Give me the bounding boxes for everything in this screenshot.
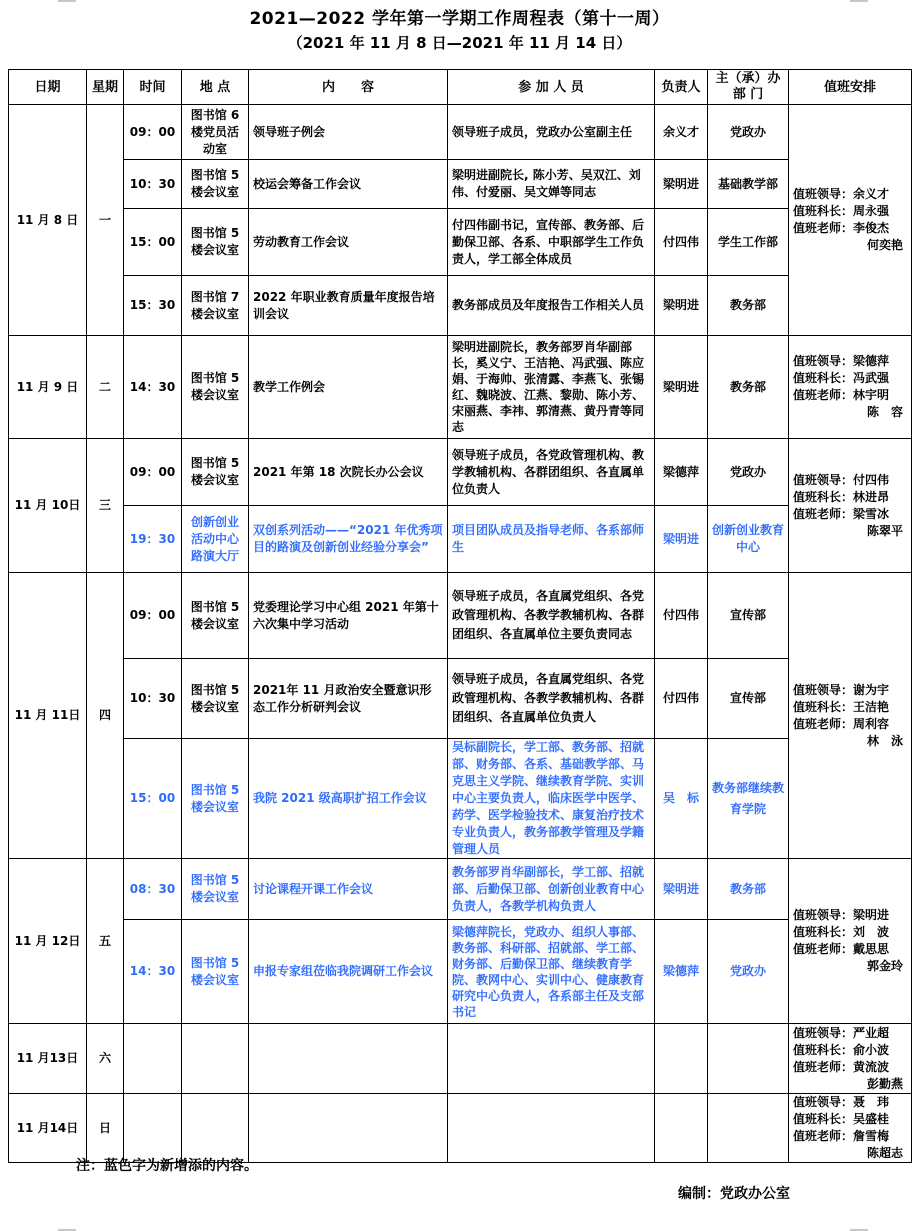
content-cell: 2021年 11 月政治安全暨意识形态工作分析研判会议: [249, 659, 448, 739]
header-duty: 值班安排: [789, 70, 912, 105]
dept-cell: 党政办: [708, 439, 789, 506]
location-cell: 图书馆 5 楼会议室: [182, 739, 249, 859]
table-row: [9, 920, 912, 1024]
lead-cell: 付四伟: [655, 573, 708, 659]
lead-cell: 余义才: [655, 105, 708, 160]
date-cell: 11 月 8 日: [9, 105, 87, 336]
participants-cell: 吴标副院长，学工部、教务部、招就部、财务部、各系、基础教学部、马克思主义学院、继续教育学院、实训中心主要负责人，临床医学中医学、药学、医学检验技术、康复治疗技术专业负责人，教务部教学管理及学籍管理人员: [448, 739, 655, 859]
header-participants: 参 加 人 员: [448, 70, 655, 105]
table-header-row: [9, 70, 912, 105]
duty-leader: 值班领导：梁德萍: [793, 354, 890, 368]
weekday-cell: 三: [87, 439, 124, 573]
weekly-schedule-table: [8, 69, 912, 1163]
dept-cell: 党政办: [708, 920, 789, 1024]
duty-leader: 值班领导：付四伟: [793, 472, 890, 487]
content-cell: 教学工作例会: [249, 336, 448, 439]
duty-teacher: 值班老师：黄流波: [793, 1059, 890, 1074]
duty-chief: 值班科长：刘 波: [793, 925, 890, 939]
table-row: [9, 859, 912, 920]
header-dept: 主（承）办部 门: [708, 70, 789, 105]
time-cell: 10：30: [124, 659, 182, 739]
participants-cell: 领导班子成员，各党政管理机构、教学教辅机构、各群团组织、各直属单位负责人: [448, 439, 655, 506]
duty-leader: 值班领导：严业超: [793, 1025, 890, 1040]
content-cell: 讨论课程开课工作会议: [249, 859, 448, 920]
participants-cell: 梁明进副院长，教务部罗肖华副部长，奚义宁、王洁艳、冯武强、陈应娟、于海帅、张清露、李燕飞、张锡红、魏晓波、江燕、黎勋、陈小芳、宋丽燕、李祎、郭清燕、黄丹青等同志: [448, 336, 655, 439]
table-row: [9, 160, 912, 209]
time-cell: 14：30: [124, 920, 182, 1024]
location-cell: 图书馆 5 楼会议室: [182, 160, 249, 209]
duty-cell: [789, 439, 912, 573]
time-cell: 09：00: [124, 573, 182, 659]
time-cell: 15：30: [124, 276, 182, 336]
dept-cell: 基础教学部: [708, 160, 789, 209]
header-date: 日期: [9, 70, 87, 105]
footer-note: 注：蓝色字为新增添的内容。: [76, 1158, 258, 1174]
duty-leader: 值班领导：梁明进: [793, 908, 890, 922]
duty-teacher: 值班老师：李俊杰: [793, 221, 890, 235]
table-row: [9, 659, 912, 739]
time-cell: 08：30: [124, 859, 182, 920]
duty-chief: 值班科长：周永强: [793, 204, 890, 218]
duty-teacher: 值班老师：林宇明: [793, 388, 890, 402]
dept-cell: 教务部继续教育学院: [708, 739, 789, 859]
weekday-cell: 一: [87, 105, 124, 336]
time-cell: 19：30: [124, 506, 182, 573]
duty-chief: 值班科长：王洁艳: [793, 699, 890, 714]
location-cell: [182, 1024, 249, 1094]
duty-cell: [789, 105, 912, 336]
participants-cell: 付四伟副书记，宣传部、教务部、后勤保卫部、各系、中职部学生工作负责人，学工部全体成员: [448, 209, 655, 276]
date-cell: 11 月 12日: [9, 859, 87, 1024]
content-cell: 校运会筹备工作会议: [249, 160, 448, 209]
header-location: 地 点: [182, 70, 249, 105]
dept-cell: [708, 1094, 789, 1163]
participants-cell: [448, 1024, 655, 1094]
location-cell: 图书馆 5 楼会议室: [182, 573, 249, 659]
location-cell: 图书馆 5 楼会议室: [182, 209, 249, 276]
lead-cell: 梁明进: [655, 859, 708, 920]
lead-cell: 吴 标: [655, 739, 708, 859]
location-cell: 图书馆 5 楼会议室: [182, 439, 249, 506]
table-row: [9, 439, 912, 506]
location-cell: 图书馆 5 楼会议室: [182, 336, 249, 439]
participants-cell: 领导班子成员，各直属党组织、各党政管理机构、各教学教辅机构、各群团组织、各直属单位主要负责同志: [448, 573, 655, 659]
date-cell: 11 月 10日: [9, 439, 87, 573]
time-cell: 09：00: [124, 439, 182, 506]
location-cell: 图书馆 5 楼会议室: [182, 659, 249, 739]
content-cell: 申报专家组莅临我院调研工作会议: [249, 920, 448, 1024]
participants-cell: 领导班子成员，党政办公室副主任: [448, 105, 655, 160]
duty-teacher-2: 陈翠平: [866, 523, 903, 538]
content-cell: 2022 年职业教育质量年度报告培训会议: [249, 276, 448, 336]
time-cell: 14：30: [124, 336, 182, 439]
participants-cell: 教务部成员及年度报告工作相关人员: [448, 276, 655, 336]
duty-chief: 值班科长：俞小波: [793, 1042, 890, 1057]
location-cell: 图书馆 6 楼党员活动室: [182, 105, 249, 160]
participants-cell: 项目团队成员及指导老师、各系部师生: [448, 506, 655, 573]
duty-teacher-2: 彭勤燕: [866, 1076, 903, 1091]
duty-cell: [789, 859, 912, 1024]
duty-cell: [789, 336, 912, 439]
header-time: 时间: [124, 70, 182, 105]
duty-teacher: 值班老师：詹雪梅: [793, 1129, 890, 1143]
participants-cell: 梁明进副院长, 陈小芳、吴双江、刘伟、付爱丽、吴文婵等同志: [448, 160, 655, 209]
lead-cell: 梁明进: [655, 276, 708, 336]
time-cell: 10：30: [124, 160, 182, 209]
time-cell: [124, 1024, 182, 1094]
table-row: [9, 506, 912, 573]
date-range-subtitle: （2021 年 11 月 8 日—2021 年 11 月 14 日）: [287, 34, 632, 52]
participants-cell: 领导班子成员，各直属党组织、各党政管理机构、各教学教辅机构、各群团组织、各直属单位负责人: [448, 659, 655, 739]
table-row: [9, 739, 912, 859]
location-cell: 图书馆 7 楼会议室: [182, 276, 249, 336]
dept-cell: 教务部: [708, 276, 789, 336]
weekday-cell: 四: [87, 573, 124, 859]
duty-leader: 值班领导：聂 玮: [793, 1095, 890, 1109]
table-row: [9, 573, 912, 659]
content-cell: 2021 年第 18 次院长办公会议: [249, 439, 448, 506]
participants-cell: 梁德萍院长，党政办、组织人事部、教务部、科研部、招就部、学工部、财务部、后勤保卫部、继续教育学院、教网中心、实训中心、健康教育研究中心负责人，各系部主任及支部书记: [448, 920, 655, 1024]
duty-teacher-2: 郭金玲: [866, 959, 903, 973]
weekday-cell: 五: [87, 859, 124, 1024]
weekday-cell: 二: [87, 336, 124, 439]
lead-cell: 梁德萍: [655, 920, 708, 1024]
dept-cell: 教务部: [708, 859, 789, 920]
lead-cell: [655, 1094, 708, 1163]
lead-cell: 梁明进: [655, 506, 708, 573]
table-row: [9, 336, 912, 439]
date-cell: 11 月 9 日: [9, 336, 87, 439]
location-cell: 图书馆 5 楼会议室: [182, 859, 249, 920]
content-cell: 领导班子例会: [249, 105, 448, 160]
duty-teacher: 值班老师：戴思思: [793, 942, 890, 956]
duty-teacher-2: 陈 容: [866, 405, 903, 419]
location-cell: [182, 1094, 249, 1163]
lead-cell: 梁明进: [655, 336, 708, 439]
page-title: 2021—2022 学年第一学期工作周程表（第十一周）: [249, 9, 670, 29]
weekday-cell: 日: [87, 1094, 124, 1163]
duty-leader: 值班领导：谢为宇: [793, 682, 890, 697]
lead-cell: [655, 1024, 708, 1094]
duty-leader: 值班领导：余义才: [793, 187, 890, 201]
time-cell: 15：00: [124, 209, 182, 276]
duty-chief: 值班科长：吴盛桂: [793, 1112, 890, 1126]
duty-chief: 值班科长：冯武强: [793, 371, 890, 385]
participants-cell: 教务部罗肖华副部长，学工部、招就部、后勤保卫部、创新创业教育中心负责人，各教学机构负责人: [448, 859, 655, 920]
table-row: [9, 105, 912, 160]
lead-cell: 付四伟: [655, 659, 708, 739]
dept-cell: 党政办: [708, 105, 789, 160]
duty-chief: 值班科长：林进昂: [793, 489, 890, 504]
date-cell: 11 月 11日: [9, 573, 87, 859]
dept-cell: 创新创业教育中心: [708, 506, 789, 573]
time-cell: [124, 1094, 182, 1163]
duty-teacher: 值班老师：梁雪冰: [793, 506, 890, 521]
footer-compiler: 编制：党政办公室: [678, 1186, 790, 1202]
dept-cell: 学生工作部: [708, 209, 789, 276]
content-cell: 党委理论学习中心组 2021 年第十六次集中学习活动: [249, 573, 448, 659]
table-row: [9, 1024, 912, 1094]
time-cell: 09：00: [124, 105, 182, 160]
duty-teacher-2: 何奕艳: [866, 238, 903, 252]
participants-cell: [448, 1094, 655, 1163]
table-row: [9, 209, 912, 276]
header-weekday: 星期: [87, 70, 124, 105]
content-cell: 双创系列活动——“2021 年优秀项目的路演及创新创业经验分享会”: [249, 506, 448, 573]
duty-cell: [789, 1094, 912, 1163]
lead-cell: 梁明进: [655, 160, 708, 209]
page-corner-mark: [850, 0, 868, 2]
location-cell: 图书馆 5 楼会议室: [182, 920, 249, 1024]
lead-cell: 梁德萍: [655, 439, 708, 506]
weekday-cell: 六: [87, 1024, 124, 1094]
content-cell: [249, 1094, 448, 1163]
location-cell: 创新创业活动中心路演大厅: [182, 506, 249, 573]
content-cell: [249, 1024, 448, 1094]
content-cell: 我院 2021 级高职扩招工作会议: [249, 739, 448, 859]
dept-cell: 宣传部: [708, 659, 789, 739]
page-corner-mark: [58, 0, 76, 2]
content-cell: 劳动教育工作会议: [249, 209, 448, 276]
header-lead: 负责人: [655, 70, 708, 105]
time-cell: 15：00: [124, 739, 182, 859]
dept-cell: [708, 1024, 789, 1094]
header-content: 内 容: [249, 70, 448, 105]
duty-teacher: 值班老师：周利容: [793, 716, 890, 731]
duty-teacher-2: 林 泳: [866, 733, 903, 748]
duty-teacher-2: 陈超志: [866, 1146, 903, 1160]
dept-cell: 宣传部: [708, 573, 789, 659]
lead-cell: 付四伟: [655, 209, 708, 276]
date-cell: 11 月13日: [9, 1024, 87, 1094]
duty-cell: [789, 573, 912, 859]
table-row: [9, 276, 912, 336]
table-row: [9, 1094, 912, 1163]
date-cell: 11 月14日: [9, 1094, 87, 1163]
dept-cell: 教务部: [708, 336, 789, 439]
duty-cell: [789, 1024, 912, 1094]
